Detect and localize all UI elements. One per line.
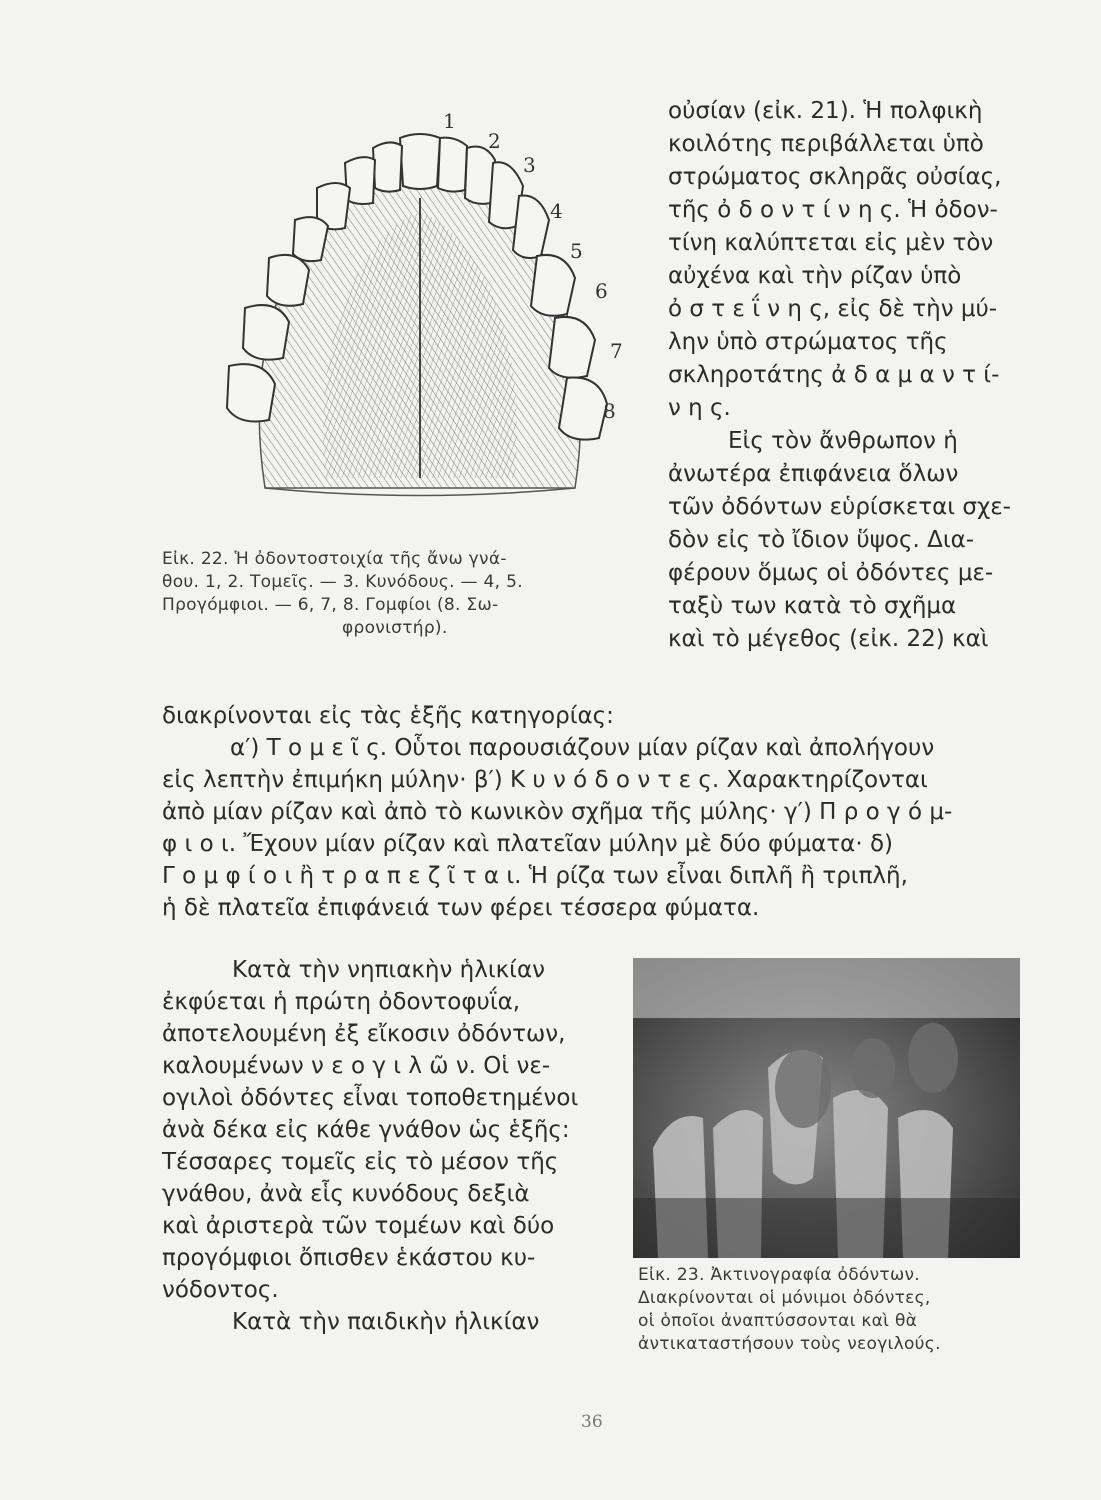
full-width-text (162, 700, 1032, 924)
text-line: Κατὰ τὴν νηπιακὴν ἡλικίαν (232, 957, 545, 983)
text-line: εἰς λεπτὴν ἐπιμήκη μύλην· β′) Κ υ ν ό δ ο ν τ ε ς. Χαρακτηρίζονται (162, 767, 928, 793)
text-line: Γ ο μ φ ί ο ι ἢ τ ρ α π ε ζ ῖ τ α ι. Ἡ ρίζα των εἶναι διπλῆ ἢ τριπλῆ, (162, 863, 908, 889)
text-line: Τέσσαρες τομεῖς εἰς τὸ μέσον τῆς (162, 1149, 559, 1175)
text-line: φ ι ο ι. Ἔχουν μίαν ρίζαν καὶ πλατεῖαν μύλην μὲ δύο φύματα· δ) (162, 831, 893, 857)
text-line: α′) Τ ο μ ε ῖ ς. Οὗτοι παρουσιάζουν μίαν ρίζαν καὶ ἀπολήγουν (230, 735, 935, 761)
page-number: 36 (581, 1412, 603, 1432)
text-line: διακρίνονται εἰς τὰς ἑξῆς κατηγορίας: (162, 703, 614, 729)
tooth-label-7: 7 (610, 339, 623, 363)
tooth-label-2: 2 (488, 129, 501, 153)
text-line: ἀνωτέρα ἐπιφάνεια ὅλων (668, 461, 959, 487)
tooth-label-5: 5 (570, 239, 583, 263)
caption-line: Προγόμφιοι. — 6, 7, 8. Γομφίοι (8. Σω- (162, 595, 499, 615)
text-line: νόδοντος. (162, 1277, 279, 1303)
text-line: δὸν εἰς τὸ ἴδιον ὕψος. Δια- (668, 527, 975, 553)
text-line: Εἰς τὸν ἄνθρωπον ἡ (728, 428, 958, 454)
caption-line: φρονιστήρ). (342, 618, 448, 638)
caption-line: ἀντικαταστήσουν τοὺς νεογιλούς. (638, 1334, 941, 1354)
tooth-label-6: 6 (595, 279, 608, 303)
figure-23-caption (638, 1264, 1033, 1356)
tooth-label-4: 4 (550, 199, 563, 223)
text-line: στρώματος σκληρᾶς οὐσίας, (668, 164, 1002, 190)
text-line: ἀνὰ δέκα εἰς κάθε γνάθον ὡς ἑξῆς: (162, 1117, 570, 1143)
tooth-label-1: 1 (443, 109, 456, 133)
caption-line: Διακρίνονται οἱ μόνιμοι ὀδόντες, (638, 1288, 931, 1308)
text-line: τῶν ὀδόντων εὑρίσκεται σχε- (668, 494, 1011, 520)
text-line: τίνη καλύπτεται εἰς μὲν τὸν (668, 230, 994, 256)
text-line: καὶ ἀριστερὰ τῶν τομέων καὶ δύο (162, 1213, 555, 1239)
text-line: ἡ δὲ πλατεῖα ἐπιφάνειά των φέρει τέσσερα φύματα. (162, 895, 760, 921)
text-line: καλουμένων ν ε ο γ ι λ ῶ ν. Οἱ νε- (162, 1053, 551, 1079)
caption-line: Εἰκ. 23. Ἀκτινογραφία ὀδόντων. (638, 1265, 920, 1285)
text-line: ν η ς. (668, 395, 731, 421)
text-line: γνάθου, ἀνὰ εἷς κυνόδους δεξιὰ (162, 1181, 530, 1207)
text-line: ἀπὸ μίαν ρίζαν καὶ ἀπὸ τὸ κωνικὸν σχῆμα τῆς μύλης· γ′) Π ρ ο γ ό μ- (162, 799, 953, 825)
text-line: Κατὰ τὴν παιδικὴν ἡλικίαν (232, 1309, 540, 1335)
text-line: ταξὺ των κατὰ τὸ σχῆμα (668, 593, 957, 619)
tooth-label-3: 3 (523, 153, 536, 177)
text-line: ἀποτελουμένη ἐξ εἴκοσιν ὀδόντων, (162, 1021, 566, 1047)
teeth-xray-photograph (633, 958, 1020, 1258)
text-line: ογιλοὶ ὀδόντες εἶναι τοποθετημένοι (162, 1085, 579, 1111)
right-column-text (668, 95, 1028, 656)
caption-line: οἱ ὁποῖοι ἀναπτύσσονται καὶ θὰ (638, 1311, 918, 1331)
text-line: κοιλότης περιβάλλεται ὑπὸ (668, 131, 984, 157)
text-line: οὐσίαν (εἰκ. 21). Ἡ πολφικὴ (668, 98, 983, 124)
upper-jaw-dentition-illustration (205, 108, 635, 548)
figure-22-caption (162, 548, 632, 640)
text-line: λην ὑπὸ στρώματος τῆς (668, 329, 948, 355)
text-line: αὐχένα καὶ τὴν ρίζαν ὑπὸ (668, 263, 962, 289)
text-line: ἐκφύεται ἡ πρώτη ὀδοντοφυΐα, (162, 989, 521, 1015)
caption-line: θου. 1, 2. Τομεῖς. — 3. Κυνόδους. — 4, 5. (162, 572, 523, 592)
tooth-label-8: 8 (603, 399, 616, 423)
text-line: σκληροτάτης ἀ δ α μ α ν τ ί- (668, 362, 1000, 388)
text-line: καὶ τὸ μέγεθος (εἰκ. 22) καὶ (668, 626, 989, 652)
text-line: φέρουν ὅμως οἱ ὀδόντες με- (668, 560, 994, 586)
text-line: τῆς ὀ δ ο ν τ ί ν η ς. Ἡ ὀδον- (668, 197, 998, 223)
caption-line: Εἰκ. 22. Ἡ ὀδοντοστοιχία τῆς ἄνω γνά- (162, 549, 507, 569)
text-line: ὀ σ τ ε ΐ ν η ς, εἰς δὲ τὴν μύ- (668, 296, 998, 322)
text-line: προγόμφιοι ὄπισθεν ἑκάστου κυ- (162, 1245, 536, 1271)
left-column-text (162, 954, 612, 1338)
